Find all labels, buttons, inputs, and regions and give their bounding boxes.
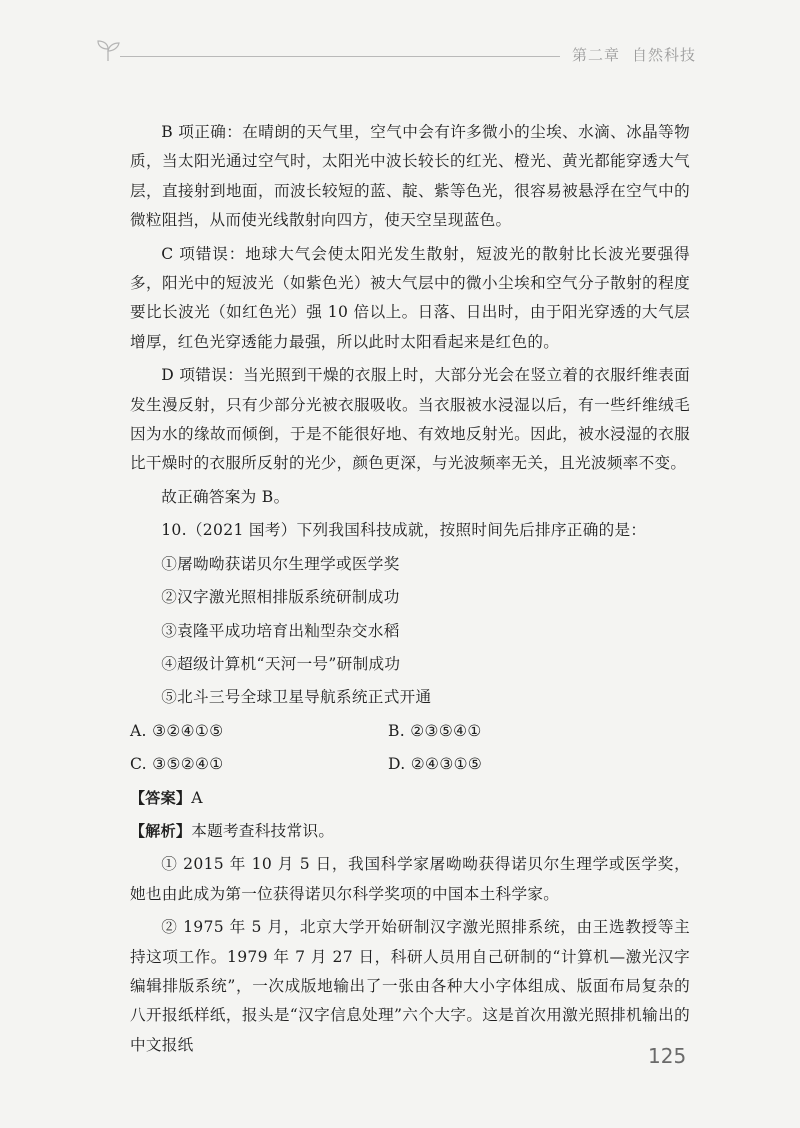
answer-value: A	[191, 788, 203, 807]
option-d: D. ②④③①⑤	[388, 755, 483, 774]
analysis-paragraph-1: ① 2015 年 10 月 5 日，我国科学家屠呦呦获得诺贝尔生理学或医学奖，她也由此成为第一位获得诺贝尔科学奖项的中国本土科学家。	[130, 855, 690, 903]
option-b: B. ②③⑤④①	[388, 721, 482, 740]
header-rule	[120, 56, 560, 57]
option-c: C. ③⑤②④①	[130, 755, 224, 774]
paragraph-option-b: B 项正确：在晴朗的天气里，空气中会有许多微小的尘埃、水滴、冰晶等物质，当太阳光通过空气时，太阳光中波长较长的红光、橙光、黄光都能穿透大气层，直接射到地面，而波长较短的蓝、靛、紫等色光，很容易被悬浮在空气中的微粒阻挡，从而使光线散射向四方，使天空呈现蓝色。	[130, 123, 690, 230]
analysis-intro: 本题考查科技常识。	[191, 821, 335, 840]
analysis-paragraph-2: ② 1975 年 5 月，北京大学开始研制汉字激光照排系统，由王选教授等主持这项工作。1979 年 7 月 27 日，科研人员用自己研制的“计算机—激光汉字编辑排版系统”，一次成版地输出了一张由各种大小字体组成、版面布局复杂的八开报纸样纸，报头是“汉字信息处理”六个大字。这是首次用激光照排机输出的中文报纸	[130, 918, 690, 1054]
answer-line	[130, 784, 690, 813]
question-item-2: ②汉字激光照相排版系统研制成功	[161, 588, 400, 607]
page-body	[130, 118, 690, 1060]
question-item-1: ①屠呦呦获诺贝尔生理学或医学奖	[161, 554, 400, 573]
sprout-icon	[96, 40, 122, 62]
answer-tag: 【答案】	[130, 788, 192, 807]
question-stem: 10.（2021 国考）下列我国科技成就，按照时间先后排序正确的是：	[161, 521, 647, 540]
analysis-line	[130, 817, 690, 846]
options-row-2	[130, 750, 690, 779]
running-header	[572, 44, 696, 65]
question-item-4: ④超级计算机“天河一号”研制成功	[161, 654, 401, 673]
question-item-3: ③袁隆平成功培育出籼型杂交水稻	[161, 621, 400, 640]
paragraph-option-c: C 项错误：地球大气会使太阳光发生散射，短波光的散射比长波光要强得多，阳光中的短波光（如紫色光）被大气层中的微小尘埃和空气分子散射的程度要比长波光（如红色光）强 10 倍以上。日落、日出时，由于阳光穿透的大气层增厚，红色光穿透能力最强，所以此时太阳看起来是红色的。	[130, 244, 690, 351]
page-number: 125	[648, 1044, 687, 1068]
option-a: A. ③②④①⑤	[130, 721, 224, 740]
conclusion-text: 故正确答案为 B。	[161, 487, 290, 506]
paragraph-option-d: D 项错误：当光照到干燥的衣服上时，大部分光会在竖立着的衣服纤维表面发生漫反射，只有少部分光被衣服吸收。当衣服被水浸湿以后，有一些纤维绒毛因为水的缘故而倾倒，于是不能很好地、有效地反射光。因此，被水浸湿的衣服比干燥时的衣服所反射的光少，颜色更深，与光波频率无关，且光波频率不变。	[130, 366, 690, 473]
chapter-label: 第二章	[572, 46, 621, 64]
section-label: 自然科技	[632, 46, 697, 64]
analysis-tag: 【解析】	[130, 821, 192, 840]
question-item-5: ⑤北斗三号全球卫星导航系统正式开通	[161, 688, 432, 707]
options-row-1	[130, 717, 690, 746]
